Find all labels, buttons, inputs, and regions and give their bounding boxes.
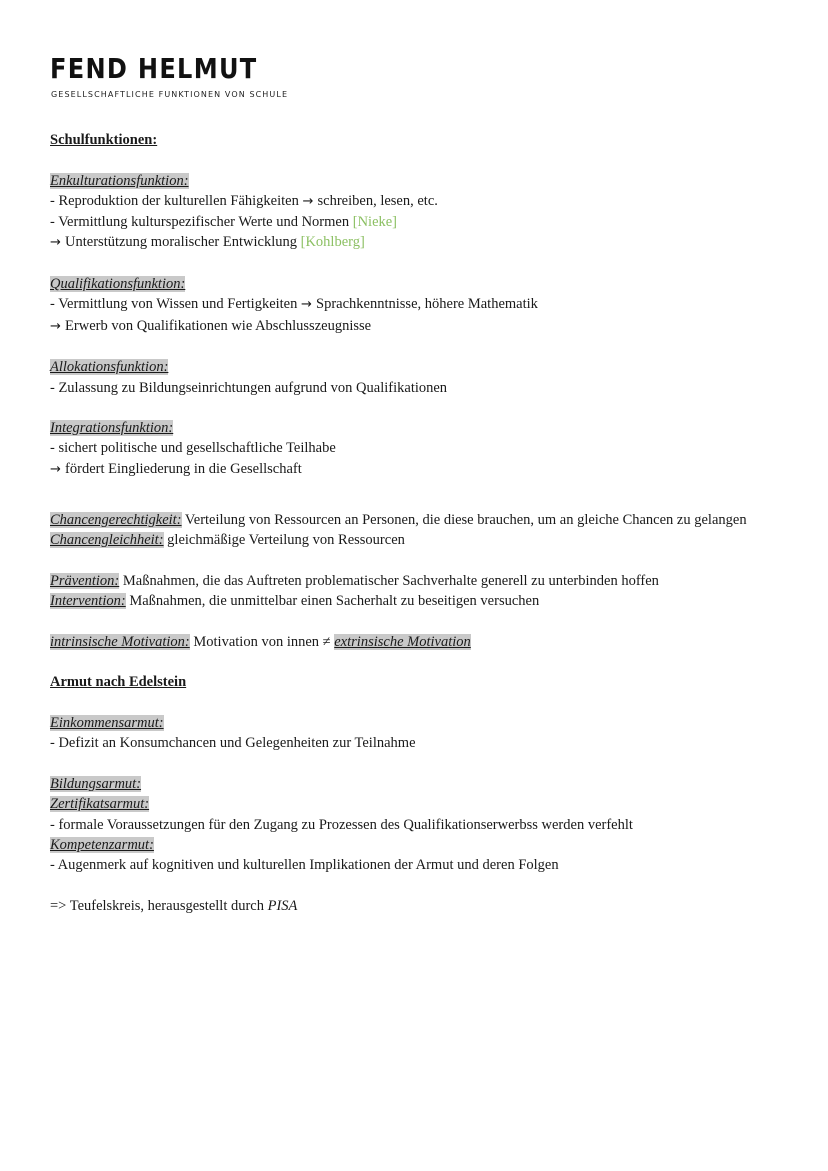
highlighted-term: Bildungsarmut:	[50, 775, 142, 792]
bullet-line: - Defizit an Konsumchancen und Gelegenheiten zur Teilnahme	[50, 735, 416, 752]
subheading	[50, 274, 790, 294]
highlighted-term: Integrationsfunktion:	[50, 420, 174, 437]
highlighted-term: Einkommensarmut:	[50, 715, 164, 732]
subheading	[50, 418, 790, 438]
section-heading: Schulfunktionen:	[50, 132, 158, 148]
page-title: FEND HELMUT	[50, 52, 258, 85]
subheading	[50, 357, 790, 377]
bullet-line: → fördert Eingliederung in die Gesellschaft	[50, 460, 302, 477]
arrow-icon: →	[50, 461, 66, 477]
highlighted-term: Allokationsfunktion:	[50, 359, 169, 376]
subheading	[50, 774, 790, 794]
arrow-icon: →	[50, 235, 66, 251]
definition: Chancengleichheit: gleichmäßige Verteilung von Ressourcen	[50, 532, 405, 549]
conclusion-line: => Teufelskreis, herausgestellt durch PISA	[50, 897, 298, 914]
subheading	[50, 794, 790, 814]
highlighted-term: Kompetenzarmut:	[50, 836, 154, 853]
subheading	[50, 713, 790, 733]
pisa-term: PISA	[267, 897, 298, 914]
bullet-line: → Erwerb von Qualifikationen wie Abschlusszeugnisse	[50, 317, 372, 334]
highlighted-term: Chancengerechtigkeit:	[50, 512, 182, 529]
highlighted-term: Prävention:	[50, 572, 120, 589]
definition: Prävention: Maßnahmen, die das Auftreten problematischer Sachverhalte generell zu unterbinden hoffen	[50, 572, 659, 589]
page-subtitle: GESELLSCHAFTLICHE FUNKTIONEN VON SCHULE	[51, 90, 289, 99]
definition: intrinsische Motivation: Motivation von innen ≠ extrinsische Motivation	[50, 633, 471, 650]
arrow-icon: →	[301, 297, 317, 313]
arrow-icon: →	[302, 193, 318, 209]
citation: [Kohlberg]	[300, 234, 365, 251]
bullet-line: - Reproduktion der kulturellen Fähigkeiten → schreiben, lesen, etc.	[50, 192, 438, 209]
bullet-line: - Zulassung zu Bildungseinrichtungen aufgrund von Qualifikationen	[50, 379, 448, 396]
bullet-line: - sichert politische und gesellschaftliche Teilhabe	[50, 440, 336, 457]
highlighted-term: Zertifikatsarmut:	[50, 796, 150, 813]
arrow-icon: →	[50, 318, 66, 334]
section-heading: Armut nach Edelstein	[50, 674, 187, 691]
subheading	[50, 171, 790, 191]
bullet-line: - formale Voraussetzungen für den Zugang zu Prozessen des Qualifikationserwerbss werden verfehlt	[50, 816, 633, 833]
definition: Intervention: Maßnahmen, die unmittelbar einen Sacherhalt zu beseitigen versuchen	[50, 593, 540, 610]
bullet-line: → Unterstützung moralischer Entwicklung [Kohlberg]	[50, 234, 365, 251]
highlighted-term: Chancengleichheit:	[50, 532, 164, 549]
bullet-line: - Vermittlung kulturspezifischer Werte und Normen [Nieke]	[50, 214, 398, 231]
highlighted-term: intrinsische Motivation:	[50, 633, 190, 650]
citation: [Nieke]	[352, 214, 398, 231]
bullet-line: - Vermittlung von Wissen und Fertigkeiten → Sprachkenntnisse, höhere Mathematik	[50, 296, 538, 313]
highlighted-term: Qualifikationsfunktion:	[50, 276, 186, 293]
subheading	[50, 835, 790, 855]
highlighted-term: Enkulturationsfunktion:	[50, 172, 189, 189]
definition: Chancengerechtigkeit: Verteilung von Ressourcen an Personen, die diese brauchen, um an gleiche Chancen zu gelangen	[50, 512, 747, 529]
highlighted-term: extrinsische Motivation	[334, 633, 471, 650]
highlighted-term: Intervention:	[50, 593, 126, 610]
document-body	[50, 130, 790, 916]
bullet-line: - Augenmerk auf kognitiven und kulturellen Implikationen der Armut und deren Folgen	[50, 857, 559, 874]
